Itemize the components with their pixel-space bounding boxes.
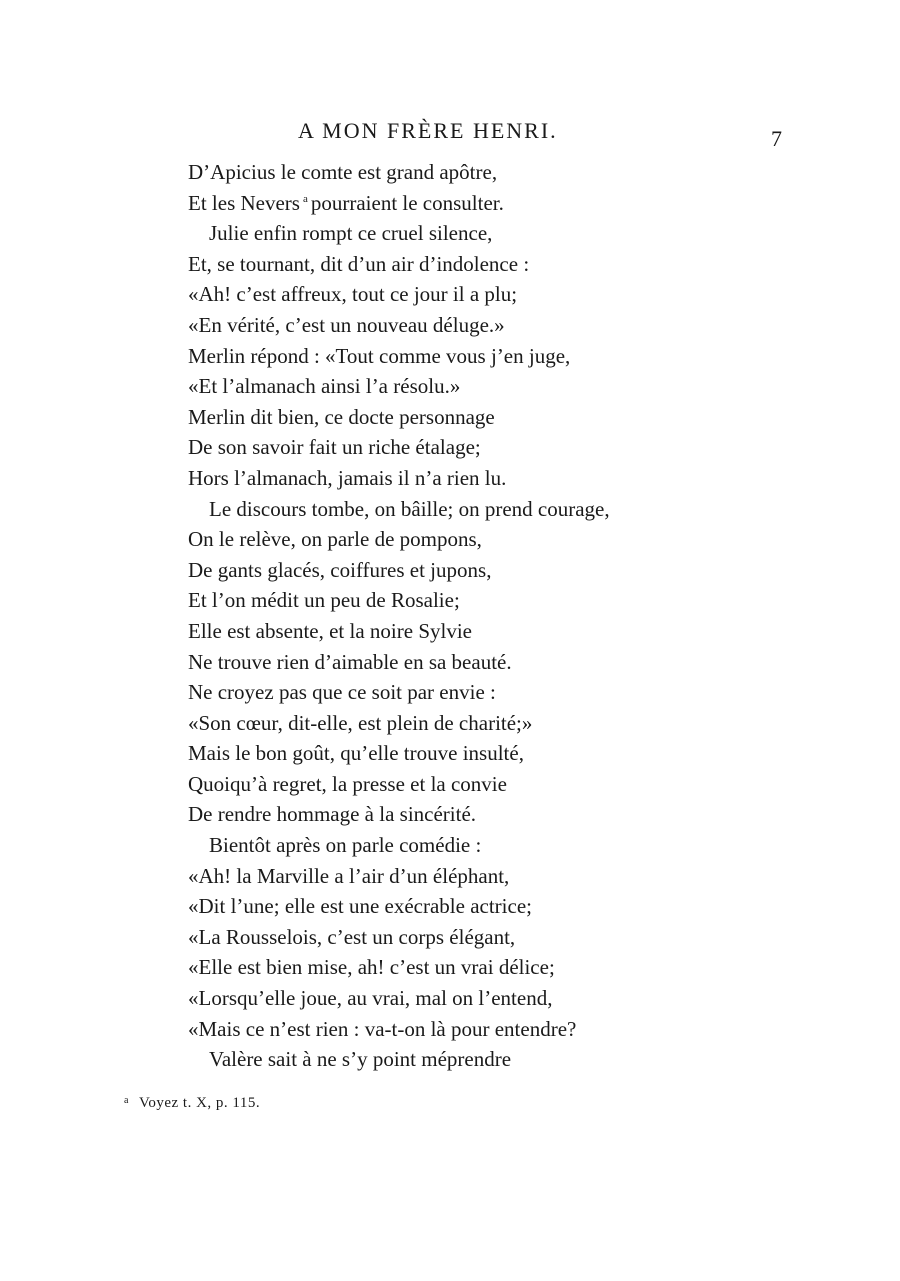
verse-line xyxy=(188,463,808,494)
verse-text: Le discours tombe, on bâille; on prend courage, xyxy=(209,496,610,521)
verse-text: Et les Nevers xyxy=(188,190,300,215)
verse-line xyxy=(188,279,808,310)
verse-text: De rendre hommage à la sincérité. xyxy=(188,802,477,827)
verse-text: Ne trouve rien d’aimable en sa beauté. xyxy=(188,649,512,674)
verse-text: «Et l’almanach ainsi l’a résolu.» xyxy=(188,374,461,399)
verse-text: Merlin dit bien, ce docte personnage xyxy=(188,404,495,429)
footnote xyxy=(124,1091,260,1113)
verse-text: «Ah! c’est affreux, tout ce jour il a plu; xyxy=(188,282,518,307)
verse-line xyxy=(188,922,808,953)
footnote-text: Voyez t. X, p. 115. xyxy=(138,1095,261,1111)
verse-line xyxy=(188,371,808,402)
verse-line xyxy=(188,218,808,249)
verse-line xyxy=(188,1014,808,1045)
verse-text: «Elle est bien mise, ah! c’est un vrai délice; xyxy=(188,955,555,980)
verse-text: Hors l’almanach, jamais il n’a rien lu. xyxy=(188,465,507,490)
verse-line xyxy=(188,891,808,922)
verse-text: D’Apicius le comte est grand apôtre, xyxy=(188,160,498,184)
verse-line xyxy=(188,1044,808,1075)
verse-text: Elle est absente, et la noire Sylvie xyxy=(188,618,472,643)
running-head xyxy=(0,116,900,151)
verse-text: Et l’on médit un peu de Rosalie; xyxy=(188,588,460,613)
verse-line xyxy=(188,677,808,708)
verse-text: «Dit l’une; elle est une exécrable actrice; xyxy=(188,894,532,919)
verse-line xyxy=(188,769,808,800)
verse-line xyxy=(188,524,808,555)
verse-line xyxy=(188,585,808,616)
verse-text: Quoiqu’à regret, la presse et la convie xyxy=(188,771,507,796)
verse-text: «La Rousselois, c’est un corps élégant, xyxy=(188,924,516,949)
verse-text: Julie enfin rompt ce cruel silence, xyxy=(209,221,493,246)
verse-text: «Mais ce n’est rien : va-t-on là pour entendre? xyxy=(188,1016,577,1041)
page-number: 7 xyxy=(771,126,782,151)
verse-text: pourraient le consulter. xyxy=(310,190,504,215)
verse-text: Merlin répond : «Tout comme vous j’en juge, xyxy=(188,343,571,368)
verse-line xyxy=(188,188,808,219)
verse-line xyxy=(188,432,808,463)
verse-line xyxy=(188,983,808,1014)
verse-line xyxy=(188,616,808,647)
verse-text: Et, se tournant, dit d’un air d’indolence : xyxy=(188,251,530,276)
verse-text: Bientôt après on parle comédie : xyxy=(209,833,482,858)
verse-text: On le relève, on parle de pompons, xyxy=(188,527,482,552)
verse-text: Mais le bon goût, qu’elle trouve insulté, xyxy=(188,741,524,766)
footnote-reference[interactable]: a xyxy=(302,192,308,205)
verse-line xyxy=(188,494,808,525)
verse-line xyxy=(188,861,808,892)
verse-text: De son savoir fait un riche étalage; xyxy=(188,435,481,460)
verse-line xyxy=(188,310,808,341)
verse-text: Valère sait à ne s’y point méprendre xyxy=(209,1047,512,1072)
verse-line xyxy=(188,738,808,769)
footnote-mark: a xyxy=(124,1095,129,1106)
verse-text: «Son cœur, dit-elle, est plein de charité;» xyxy=(188,710,533,735)
verse-line xyxy=(188,830,808,861)
verse-line xyxy=(188,341,808,372)
verse-line xyxy=(188,249,808,280)
verse-line xyxy=(188,157,808,188)
verse-text: Ne croyez pas que ce soit par envie : xyxy=(188,680,496,705)
verse-line xyxy=(188,555,808,586)
verse-text: «Ah! la Marville a l’air d’un éléphant, xyxy=(188,863,510,888)
verse-line xyxy=(188,402,808,433)
verse-line xyxy=(188,708,808,739)
running-title: A MON FRÈRE HENRI. xyxy=(298,118,558,143)
verse-line xyxy=(188,799,808,830)
verse-line xyxy=(188,647,808,678)
verse-line xyxy=(188,952,808,983)
verse-text: «Lorsqu’elle joue, au vrai, mal on l’entend, xyxy=(188,986,553,1011)
verse-text: «En vérité, c’est un nouveau déluge.» xyxy=(188,312,505,337)
verse-text: De gants glacés, coiffures et jupons, xyxy=(188,557,492,582)
poem xyxy=(188,157,808,1075)
